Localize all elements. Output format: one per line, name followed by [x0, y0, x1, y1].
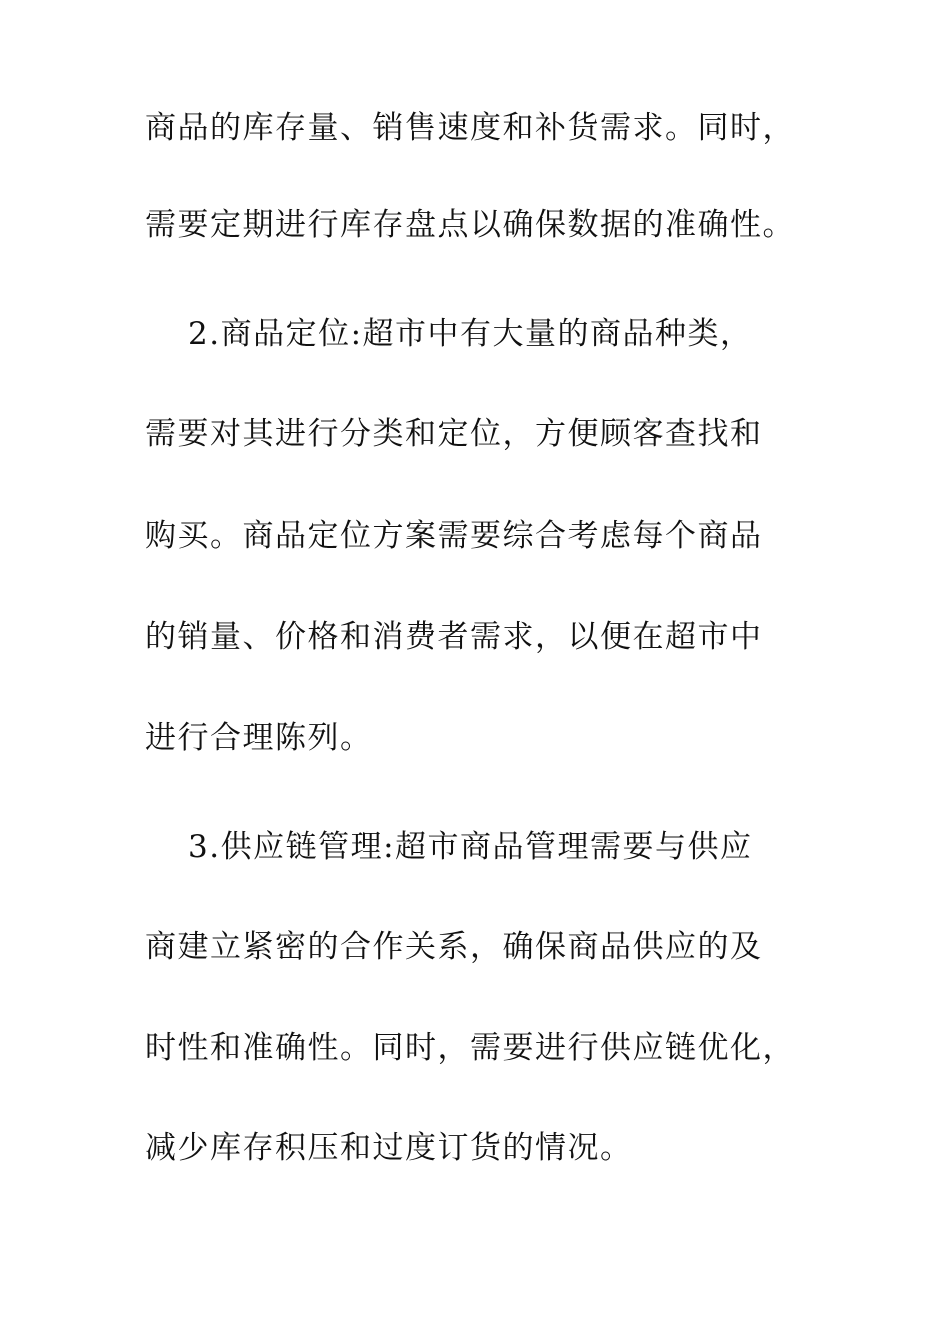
text-line: 进行合理陈列。 — [145, 720, 373, 756]
text-line: 需要定期进行库存盘点以确保数据的准确性。 — [145, 207, 795, 243]
text-line: 购买。商品定位方案需要综合考虑每个商品 — [145, 518, 763, 554]
text-line: 商品的库存量、销售速度和补货需求。同时， — [145, 110, 795, 146]
text-line: 商建立紧密的合作关系，确保商品供应的及 — [145, 929, 763, 965]
text-line: 需要对其进行分类和定位，方便顾客查找和 — [145, 416, 763, 452]
text-line: 的销量、价格和消费者需求，以便在超市中 — [145, 619, 763, 655]
text-line: 时性和准确性。同时，需要进行供应链优化， — [145, 1030, 795, 1066]
text-line: 减少库存积压和过度订货的情况。 — [145, 1130, 633, 1166]
list-item-2-heading: 2.商品定位:超市中有大量的商品种类， — [188, 316, 753, 352]
list-item-3-heading: 3.供应链管理:超市商品管理需要与供应 — [188, 829, 753, 865]
